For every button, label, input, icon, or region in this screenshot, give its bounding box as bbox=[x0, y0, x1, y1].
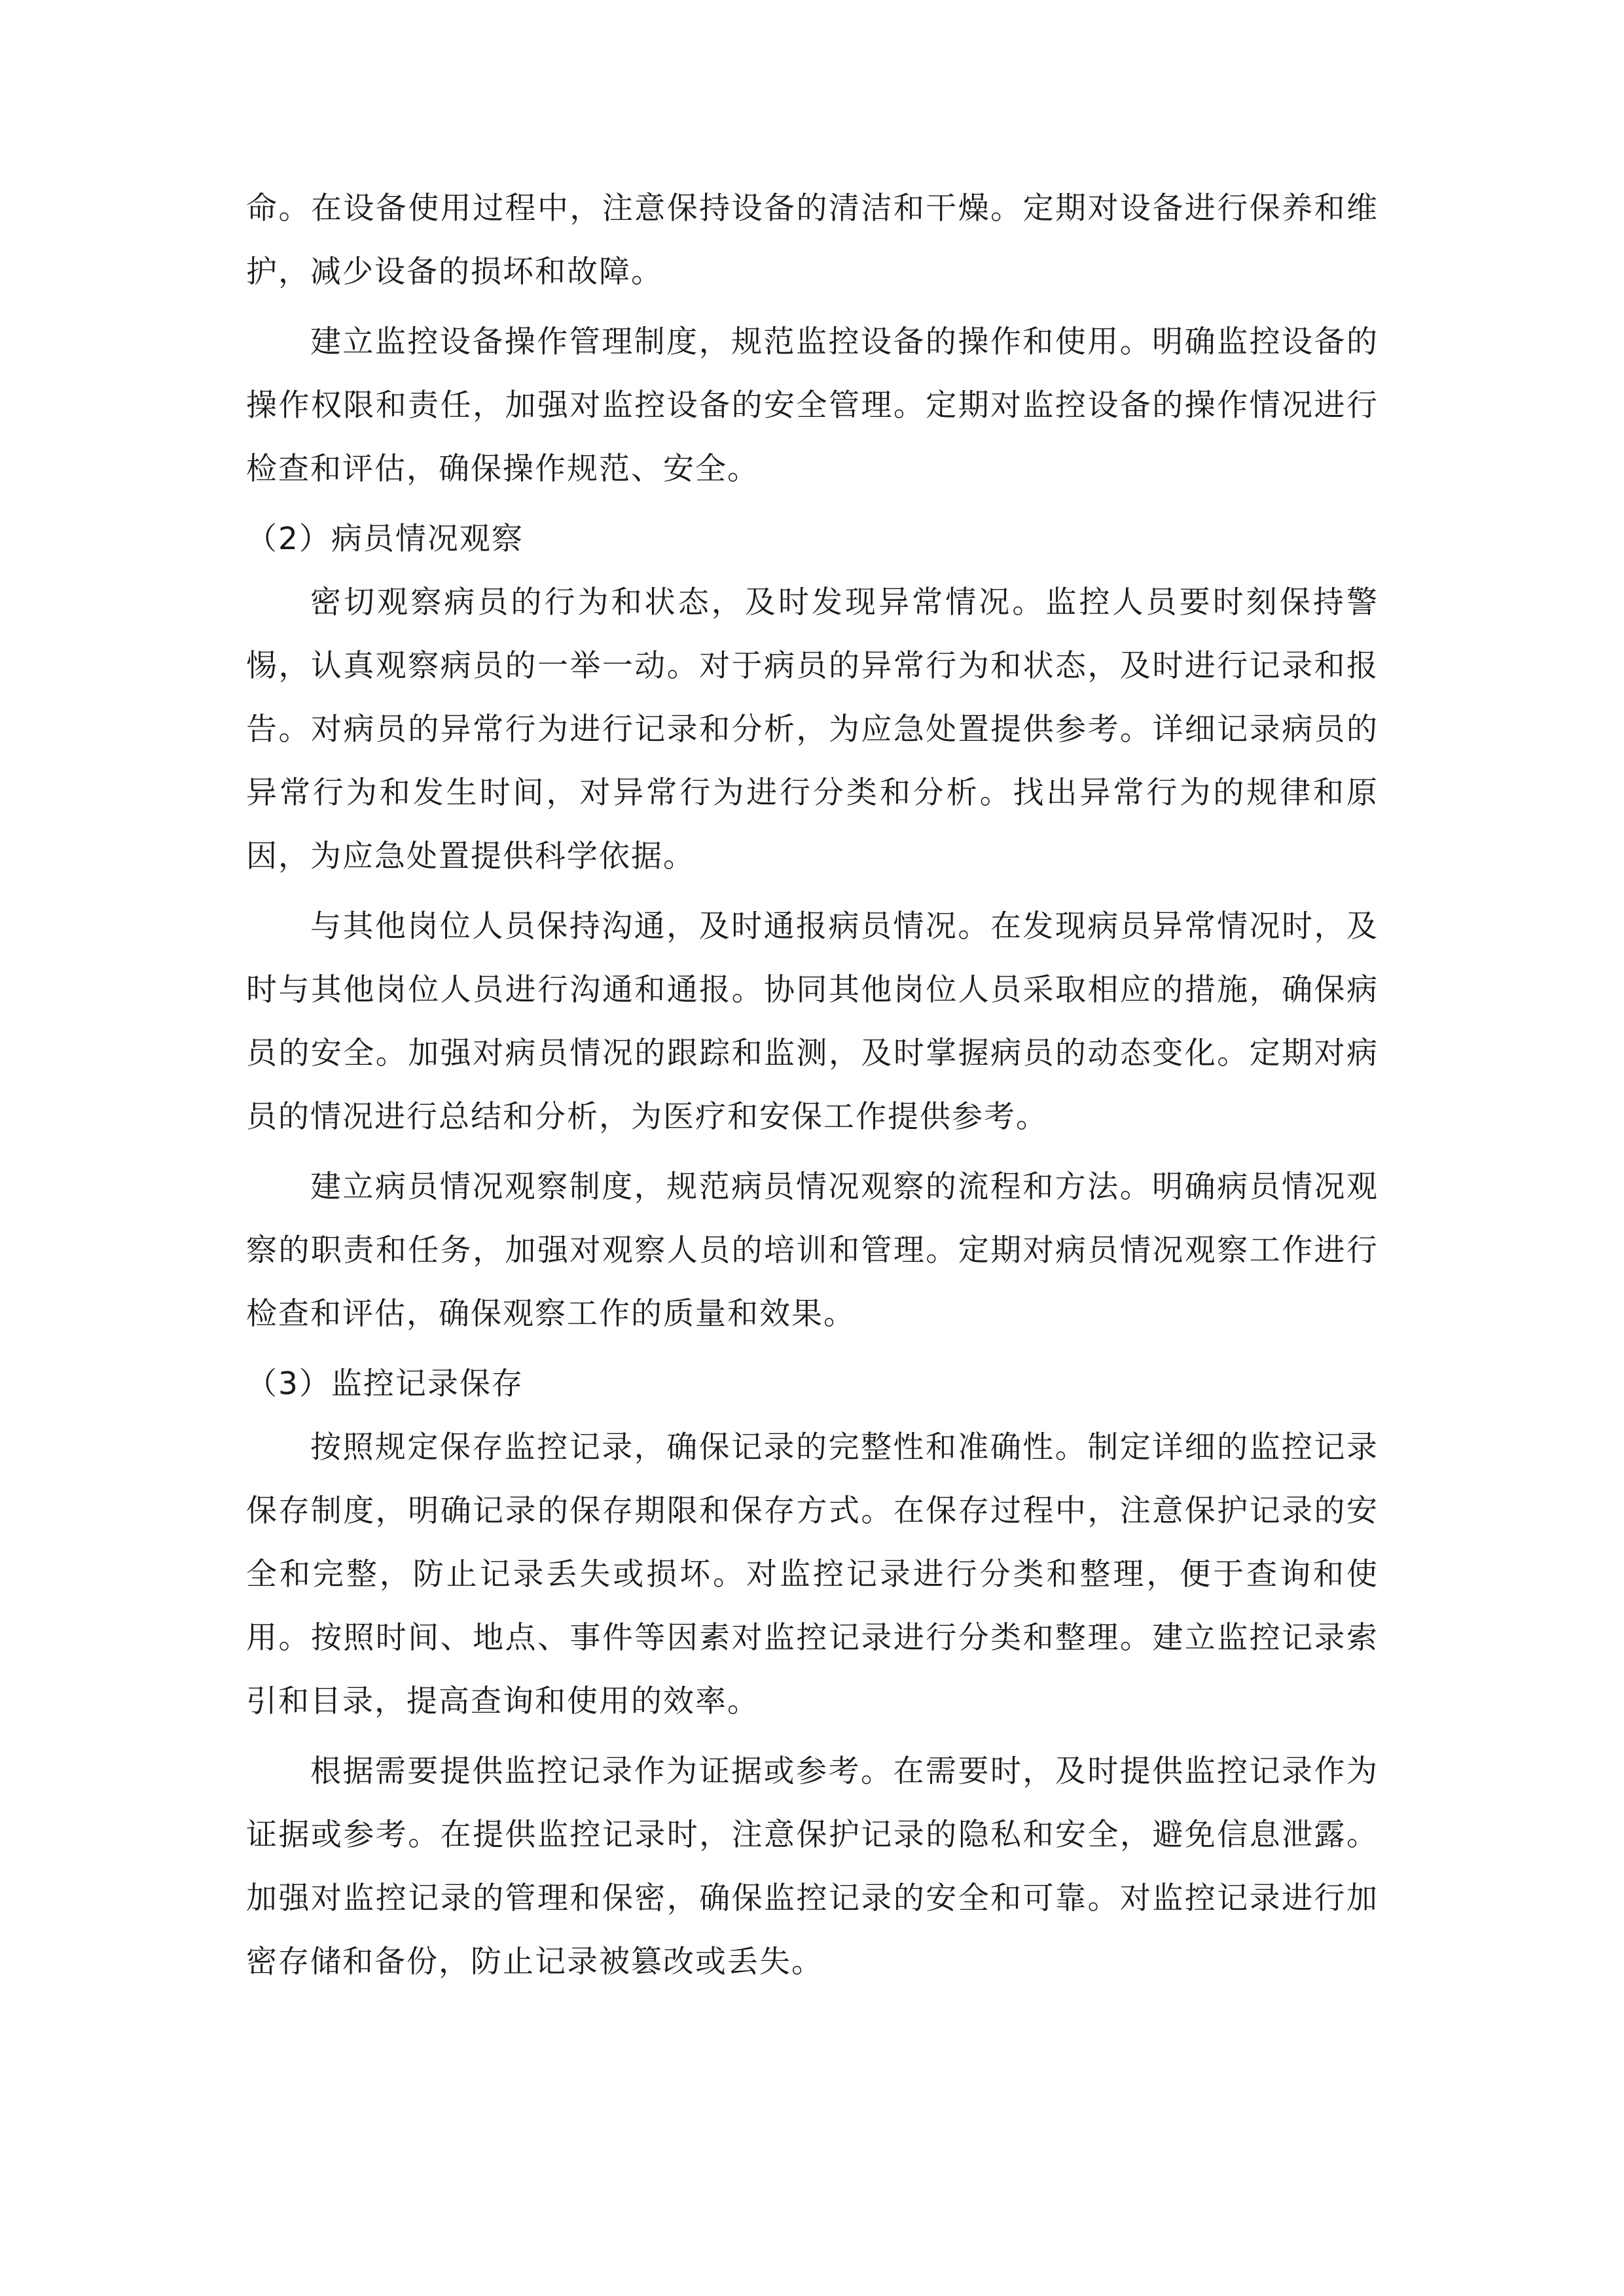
paragraph-patient-observation-rules: 建立病员情况观察制度，规范病员情况观察的流程和方法。明确病员情况观察的职责和任务，加强对观察人员的培训和管理。定期对病员情况观察工作进行检查和评估，确保观察工作的质量和效果。 bbox=[246, 1169, 1379, 1332]
paragraph-record-evidence: 根据需要提供监控记录作为证据或参考。在需要时，及时提供监控记录作为证据或参考。在提供监控记录时，注意保护记录的隐私和安全，避免信息泄露。加强对监控记录的管理和保密，确保监控记录的安全和可靠。对监控记录进行加密存储和备份，防止记录被篡改或丢失。 bbox=[246, 1753, 1379, 1980]
document-body bbox=[246, 177, 1379, 2000]
paragraph-patient-communication: 与其他岗位人员保持沟通，及时通报病员情况。在发现病员异常情况时，及时与其他岗位人员进行沟通和通报。协同其他岗位人员采取相应的措施，确保病员的安全。加强对病员情况的跟踪和监测，及时掌握病员的动态变化。定期对病员的情况进行总结和分析，为医疗和安保工作提供参考。 bbox=[246, 908, 1379, 1135]
paragraph-record-storage: 按照规定保存监控记录，确保记录的完整性和准确性。制定详细的监控记录保存制度，明确记录的保存期限和保存方式。在保存过程中，注意保护记录的安全和完整，防止记录丢失或损坏。对监控记录进行分类和整理，便于查询和使用。按照时间、地点、事件等因素对监控记录进行分类和整理。建立监控记录索引和目录，提高查询和使用的效率。 bbox=[246, 1429, 1379, 1719]
paragraph-patient-behavior: 密切观察病员的行为和状态，及时发现异常情况。监控人员要时刻保持警惕，认真观察病员的一举一动。对于病员的异常行为和状态，及时进行记录和报告。对病员的异常行为进行记录和分析，为应急处置提供参考。详细记录病员的异常行为和发生时间，对异常行为进行分类和分析。找出异常行为的规律和原因，为应急处置提供科学依据。 bbox=[246, 584, 1379, 874]
paragraph-equipment-operation-rules: 建立监控设备操作管理制度，规范监控设备的操作和使用。明确监控设备的操作权限和责任，加强对监控设备的安全管理。定期对监控设备的操作情况进行检查和评估，确保操作规范、安全。 bbox=[246, 324, 1379, 487]
paragraph-equipment-maintenance: 命。在设备使用过程中，注意保持设备的清洁和干燥。定期对设备进行保养和维护，减少设备的损坏和故障。 bbox=[246, 190, 1379, 290]
section-heading-patient-observation: （2）病员情况观察 bbox=[246, 521, 524, 557]
section-heading-record-storage: （3）监控记录保存 bbox=[246, 1366, 524, 1402]
